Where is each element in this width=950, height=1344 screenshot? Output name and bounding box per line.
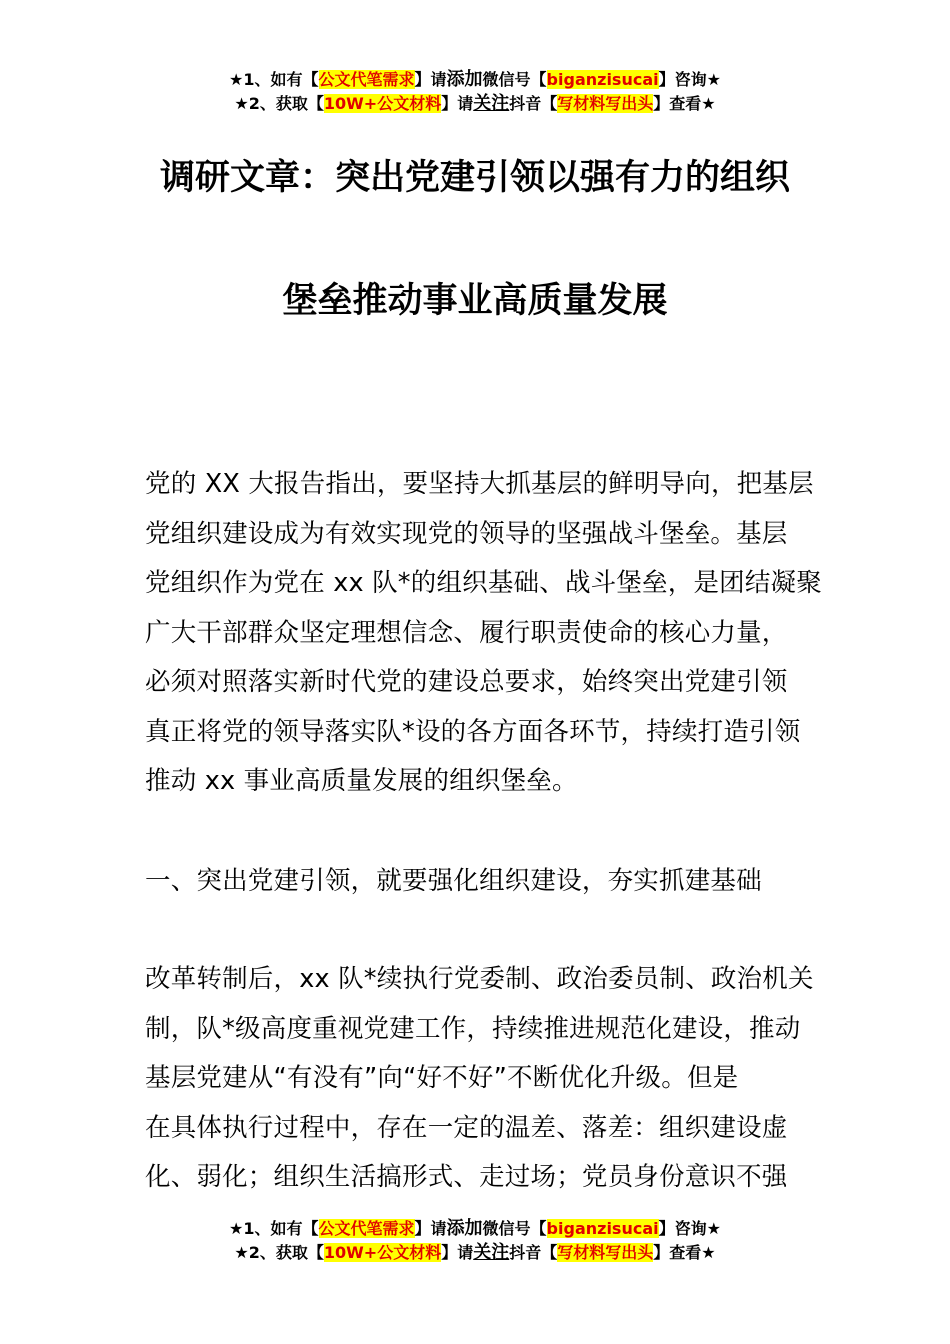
paragraph-line: 广大干部群众坚定理想信念、履行职责使命的核心力量， [145, 617, 788, 648]
promo-highlight: 公文代笔需求 [318, 1219, 415, 1238]
promo-text: ★2、获取【 [234, 94, 324, 113]
paragraph-line: 党的 XX 大报告指出，要坚持大抓基层的鲜明导向，把基层 [145, 469, 814, 499]
promo-text: ★1、如有【 [229, 70, 319, 89]
promo-emphasis: 关注 [473, 93, 510, 114]
promo-douyin-account: 写材料写出头 [557, 94, 654, 113]
paragraph-line: 在具体执行过程中，存在一定的温差、落差：组织建设虚 [145, 1112, 788, 1143]
promo-text: 】查看★ [653, 94, 716, 113]
paragraph-line: 化、弱化；组织生活搞形式、走过场；党员身份意识不强 [145, 1162, 788, 1192]
promo-text: 微信号【 [482, 1219, 547, 1238]
paragraph-line: 改革转制后，xx 队*续执行党委制、政治委员制、政治机关 [145, 964, 814, 994]
promo-emphasis: 添加 [446, 1218, 483, 1239]
promo-line-1 [0, 68, 950, 92]
paragraph-line: 必须对照落实新时代党的建设总要求，始终突出党建引领 [145, 667, 788, 697]
promo-line-2 [0, 1241, 950, 1265]
promo-emphasis: 添加 [446, 69, 483, 90]
promo-text: 】查看★ [653, 1243, 716, 1262]
paragraph-section-1 [145, 955, 814, 1203]
promo-text: 抖音【 [509, 1243, 558, 1262]
promo-wechat-id: biganzisucai [546, 70, 659, 89]
promo-text: 抖音【 [509, 94, 558, 113]
promo-emphasis: 关注 [473, 1242, 510, 1263]
paragraph-intro [145, 460, 822, 807]
paragraph-line: 党组织作为党在 xx 队*的组织基础、战斗堡垒，是团结凝聚 [145, 568, 822, 598]
document-title-line-1: 调研文章：突出党建引领以强有力的组织 [159, 158, 790, 198]
promo-text: 微信号【 [482, 70, 547, 89]
document-title-line-2: 堡垒推动事业高质量发展 [282, 281, 668, 321]
paragraph-line: 基层党建从“有没有”向“好不好”不断优化升级。但是 [145, 1063, 739, 1093]
paragraph-line: 真正将党的领导落实队*设的各方面各环节，持续打造引领 [145, 716, 801, 747]
promo-banner-top [0, 68, 950, 116]
promo-text: 】请 [414, 1219, 447, 1238]
promo-line-2 [0, 92, 950, 116]
promo-text: 】咨询★ [658, 70, 721, 89]
promo-text: 】咨询★ [658, 1219, 721, 1238]
promo-text: 】请 [414, 70, 447, 89]
promo-text: ★2、获取【 [234, 1243, 324, 1262]
paragraph-line: 推动 xx 事业高质量发展的组织堡垒。 [145, 766, 578, 796]
promo-text: 】请 [441, 1243, 474, 1262]
promo-text: 】请 [441, 94, 474, 113]
promo-highlight: 10W+公文材料 [323, 1243, 442, 1262]
promo-highlight: 公文代笔需求 [318, 70, 415, 89]
paragraph-line: 制，队*级高度重视党建工作，持续推进规范化建设，推动 [145, 1013, 801, 1044]
section-heading-1: 一、突出党建引领，就要强化组织建设，夯实抓建基础 [145, 866, 762, 896]
promo-banner-bottom [0, 1217, 950, 1265]
promo-highlight: 10W+公文材料 [323, 94, 442, 113]
paragraph-line: 党组织建设成为有效实现党的领导的坚强战斗堡垒。基层 [145, 518, 788, 549]
promo-wechat-id: biganzisucai [546, 1219, 659, 1238]
promo-text: ★1、如有【 [229, 1219, 319, 1238]
promo-douyin-account: 写材料写出头 [557, 1243, 654, 1262]
promo-line-1 [0, 1217, 950, 1241]
